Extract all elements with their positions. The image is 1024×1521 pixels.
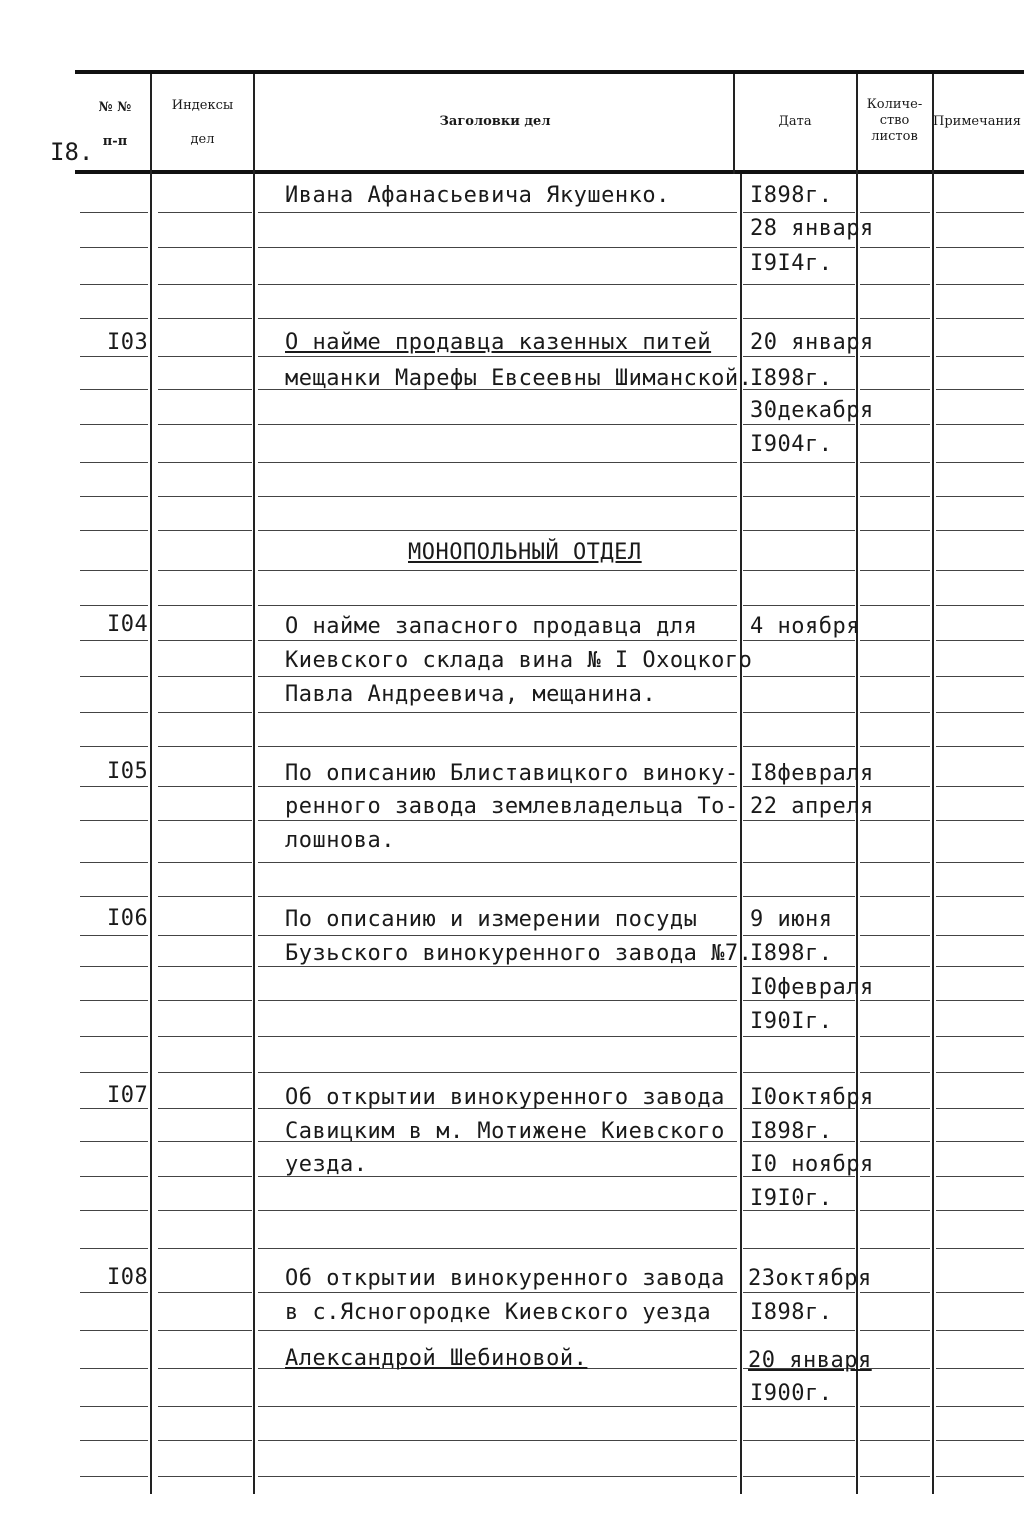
ruling-line (158, 1476, 252, 1477)
ruling-line (258, 356, 737, 357)
ruling-line (80, 570, 148, 571)
entry-title-line: Об открытии винокуренного завода (285, 1085, 725, 1110)
entry-title-line: По описанию Блиставицкого виноку- (285, 761, 739, 786)
page-number: I8. (50, 138, 94, 166)
ruling-line (936, 496, 1024, 497)
ruling-line (936, 1406, 1024, 1407)
ruling-line (258, 496, 737, 497)
ruling-line (936, 605, 1024, 606)
ruling-line (860, 462, 930, 463)
header-bottom-rule (75, 170, 1024, 174)
ruling-line (158, 1368, 252, 1369)
ruling-line (258, 570, 737, 571)
ruling-line (936, 820, 1024, 821)
ruling-line (258, 212, 737, 213)
ruling-line (860, 318, 930, 319)
ruling-line (258, 284, 737, 285)
entry-title-line: мещанки Марефы Евсеевны Шиманской. (285, 366, 753, 391)
ruling-line (936, 1036, 1024, 1037)
ruling-line (743, 712, 855, 713)
ruling-line (743, 1036, 855, 1037)
ruling-line (80, 1440, 148, 1441)
entry-title-line: в с.Ясногородке Киевского уезда (285, 1300, 712, 1325)
ruling-line (258, 462, 737, 463)
ruling-line (936, 640, 1024, 641)
ruling-line (936, 896, 1024, 897)
ruling-line (936, 247, 1024, 248)
entry-title-line: Павла Андреевича, мещанина. (285, 682, 657, 707)
ruling-line (936, 530, 1024, 531)
ruling-line (80, 935, 148, 936)
ruling-line (860, 820, 930, 821)
ruling-line (936, 212, 1024, 213)
ruling-line (80, 496, 148, 497)
ruling-line (860, 1036, 930, 1037)
ruling-line (80, 1141, 148, 1142)
ruling-line (860, 966, 930, 967)
ruling-line (80, 462, 148, 463)
ruling-line (158, 746, 252, 747)
entry-title-line: ренного завода землевладельца То- (285, 794, 739, 819)
column-divider (150, 74, 152, 1494)
ruling-line (80, 605, 148, 606)
ruling-line (936, 1330, 1024, 1331)
entry-title-line: уезда. (285, 1152, 368, 1177)
ruling-line (258, 1248, 737, 1249)
ruling-line (158, 605, 252, 606)
ruling-line (936, 676, 1024, 677)
ruling-line (158, 676, 252, 677)
ruling-line (80, 676, 148, 677)
header-num: № № (98, 100, 132, 115)
ruling-line (80, 284, 148, 285)
ruling-line (743, 284, 855, 285)
entry-id: I03 (107, 330, 149, 355)
ruling-line (860, 530, 930, 531)
ruling-line (258, 640, 737, 641)
ruling-line (80, 530, 148, 531)
ruling-line (80, 746, 148, 747)
ruling-line (80, 1248, 148, 1249)
ruling-line (80, 896, 148, 897)
ruling-line (258, 605, 737, 606)
header-num-sub: п-п (102, 134, 128, 149)
ruling-line (936, 966, 1024, 967)
ruling-line (158, 496, 252, 497)
ruling-line (158, 935, 252, 936)
ruling-line (936, 1476, 1024, 1477)
ruling-line (158, 862, 252, 863)
ruling-line (258, 746, 737, 747)
ruling-line (80, 212, 148, 213)
ruling-line (80, 424, 148, 425)
ruling-line (158, 389, 252, 390)
ruling-line (158, 786, 252, 787)
entry-title-line: Об открытии винокуренного завода (285, 1266, 725, 1291)
section-title: МОНОПОЛЬНЫЙ ОТДЕЛ (408, 540, 642, 565)
ruling-line (743, 676, 855, 677)
entry-date: I898г. (750, 941, 833, 966)
ruling-line (80, 1176, 148, 1177)
entry-date: I898г. (750, 183, 833, 208)
ruling-line (743, 640, 855, 641)
entry-date: I0 ноября (750, 1152, 874, 1177)
ruling-line (936, 1141, 1024, 1142)
entry-title-line: Ивана Афанасьевича Якушенко. (285, 183, 670, 208)
ruling-line (80, 1368, 148, 1369)
entry-date: I898г. (750, 366, 833, 391)
entry-title-line: Бузьского винокуренного завода №7. (285, 941, 753, 966)
ruling-line (936, 1000, 1024, 1001)
ruling-line (936, 1292, 1024, 1293)
ruling-line (936, 284, 1024, 285)
ruling-line (743, 462, 855, 463)
entry-title-line: Александрой Шебиновой. (285, 1346, 588, 1371)
ruling-line (860, 424, 930, 425)
ruling-line (158, 530, 252, 531)
entry-date: 28 января (750, 216, 874, 241)
ruling-line (936, 1210, 1024, 1211)
ruling-line (80, 1210, 148, 1211)
entry-id: I07 (107, 1083, 149, 1108)
ruling-line (936, 1176, 1024, 1177)
ruling-line (743, 1440, 855, 1441)
entry-id: I04 (107, 612, 149, 637)
ruling-line (158, 1036, 252, 1037)
ruling-line (258, 712, 737, 713)
header-qty: Количе- (866, 97, 923, 112)
ruling-line (80, 389, 148, 390)
ruling-line (936, 862, 1024, 863)
ruling-line (743, 746, 855, 747)
ruling-line (860, 605, 930, 606)
ruling-line (258, 1000, 737, 1001)
ruling-line (80, 247, 148, 248)
ruling-line (860, 1210, 930, 1211)
ruling-line (80, 1292, 148, 1293)
entry-title-line: О найме запасного продавца для (285, 614, 698, 639)
ruling-line (860, 896, 930, 897)
ruling-line (936, 1072, 1024, 1073)
ruling-line (743, 570, 855, 571)
ruling-line (860, 640, 930, 641)
ruling-line (80, 712, 148, 713)
ruling-line (743, 212, 855, 213)
ruling-line (743, 1292, 855, 1293)
entry-date: I898г. (750, 1300, 833, 1325)
ruling-line (158, 1292, 252, 1293)
ruling-line (80, 862, 148, 863)
ruling-line (860, 746, 930, 747)
ruling-line (860, 1440, 930, 1441)
ruling-line (860, 1292, 930, 1293)
ruling-line (158, 1406, 252, 1407)
entry-date: I0октября (750, 1085, 874, 1110)
ruling-line (258, 862, 737, 863)
ruling-line (860, 1330, 930, 1331)
ruling-line (936, 389, 1024, 390)
ruling-line (743, 496, 855, 497)
ruling-line (936, 935, 1024, 936)
entry-title-line: Киевского склада вина № I Охоцкого (285, 648, 753, 673)
ruling-line (158, 820, 252, 821)
ruling-line (158, 1176, 252, 1177)
ruling-line (936, 1108, 1024, 1109)
ruling-line (743, 935, 855, 936)
ruling-line (80, 1330, 148, 1331)
ruling-line (258, 247, 737, 248)
ruling-line (936, 462, 1024, 463)
ruling-line (743, 247, 855, 248)
ruling-line (158, 570, 252, 571)
header-top-rule (75, 70, 1024, 74)
ruling-line (158, 1440, 252, 1441)
ruling-line (158, 966, 252, 967)
entry-date: 4 ноября (750, 614, 860, 639)
ruling-line (860, 496, 930, 497)
ruling-line (860, 1476, 930, 1477)
ruling-line (158, 284, 252, 285)
ruling-line (936, 1440, 1024, 1441)
header-titles: Заголовки дел (439, 114, 551, 129)
entry-id: I05 (107, 759, 149, 784)
ruling-line (860, 284, 930, 285)
entry-date: 20 января (750, 330, 874, 355)
ruling-line (936, 356, 1024, 357)
entry-title-line: лошнова. (285, 828, 395, 853)
ruling-line (158, 356, 252, 357)
ruling-line (743, 896, 855, 897)
ruling-line (743, 820, 855, 821)
ruling-line (743, 356, 855, 357)
ruling-line (743, 862, 855, 863)
ruling-line (743, 1330, 855, 1331)
ruling-line (158, 212, 252, 213)
ruling-line (158, 1330, 252, 1331)
entry-date: 30декабря (750, 398, 874, 423)
entry-date: I9I4г. (750, 251, 833, 276)
column-divider (932, 74, 934, 1494)
entry-date: 22 апреля (750, 794, 874, 819)
ruling-line (860, 712, 930, 713)
ruling-line (158, 318, 252, 319)
header-qty-3: листов (871, 129, 918, 144)
entry-title-line: Савицким в м. Мотижене Киевского (285, 1119, 725, 1144)
ruling-line (860, 862, 930, 863)
ruling-line (860, 212, 930, 213)
entry-date: I898г. (750, 1119, 833, 1144)
ruling-line (743, 318, 855, 319)
ruling-line (80, 966, 148, 967)
ruling-line (80, 1000, 148, 1001)
ruling-line (80, 318, 148, 319)
ruling-line (860, 935, 930, 936)
ruling-line (158, 1248, 252, 1249)
ruling-line (258, 1330, 737, 1331)
ruling-line (80, 1036, 148, 1037)
ruling-line (158, 896, 252, 897)
ruling-line (158, 640, 252, 641)
entry-date: I900г. (750, 1381, 833, 1406)
entry-date: I8февраля (750, 761, 874, 786)
header-qty-2: ство (879, 113, 910, 128)
ruling-line (743, 424, 855, 425)
ruling-line (936, 712, 1024, 713)
column-divider (253, 74, 255, 1494)
header-index: Индексы (171, 98, 234, 113)
ruling-line (258, 424, 737, 425)
header-date: Дата (778, 114, 812, 129)
ruling-line (860, 247, 930, 248)
ruling-line (80, 640, 148, 641)
entry-title-line: О найме продавца казенных питей (285, 330, 712, 355)
entry-date: 9 июня (750, 907, 833, 932)
ruling-line (258, 935, 737, 936)
ruling-line (936, 746, 1024, 747)
entry-date: 23октября (748, 1266, 872, 1291)
ruling-line (158, 1210, 252, 1211)
ruling-line (258, 1292, 737, 1293)
ruling-line (80, 356, 148, 357)
ruling-line (158, 1108, 252, 1109)
ruling-line (158, 1000, 252, 1001)
ruling-line (158, 424, 252, 425)
ruling-line (258, 676, 737, 677)
ruling-line (158, 1072, 252, 1073)
ruling-line (743, 1476, 855, 1477)
header-notes: Примечания (933, 114, 1022, 129)
ruling-line (936, 424, 1024, 425)
ruling-line (743, 530, 855, 531)
column-divider (733, 74, 735, 174)
ruling-line (80, 820, 148, 821)
ruling-line (258, 530, 737, 531)
ruling-line (860, 1406, 930, 1407)
ruling-line (258, 820, 737, 821)
ruling-line (743, 1072, 855, 1073)
entry-date: I904г. (750, 432, 833, 457)
ruling-line (258, 1440, 737, 1441)
entry-id: I06 (107, 906, 149, 931)
ruling-line (258, 318, 737, 319)
entry-date: I90Iг. (750, 1009, 833, 1034)
ruling-line (860, 570, 930, 571)
ruling-line (258, 896, 737, 897)
ruling-line (258, 1210, 737, 1211)
ruling-line (158, 462, 252, 463)
ruling-line (936, 1248, 1024, 1249)
ruling-line (860, 389, 930, 390)
ruling-line (936, 318, 1024, 319)
ruling-line (860, 356, 930, 357)
ruling-line (743, 1248, 855, 1249)
ruling-line (860, 1072, 930, 1073)
ruling-line (936, 786, 1024, 787)
ruling-line (258, 1036, 737, 1037)
ruling-line (258, 1406, 737, 1407)
header-index-sub: дел (190, 132, 215, 147)
ruling-line (860, 1141, 930, 1142)
ruling-line (80, 1476, 148, 1477)
ruling-line (158, 247, 252, 248)
ruling-line (158, 712, 252, 713)
ruling-line (860, 1248, 930, 1249)
entry-date: 20 января (748, 1348, 872, 1373)
ruling-line (936, 1368, 1024, 1369)
entry-date: I9I0г. (750, 1186, 833, 1211)
ruling-line (258, 1476, 737, 1477)
ruling-line (743, 605, 855, 606)
ruling-line (80, 1072, 148, 1073)
entry-date: I0февраля (750, 975, 874, 1000)
ruling-line (936, 570, 1024, 571)
ruling-line (258, 1072, 737, 1073)
ruling-line (80, 1406, 148, 1407)
ruling-line (860, 676, 930, 677)
ruling-line (80, 786, 148, 787)
ruling-line (158, 1141, 252, 1142)
entry-id: I08 (107, 1265, 149, 1290)
entry-title-line: По описанию и измерении посуды (285, 907, 698, 932)
